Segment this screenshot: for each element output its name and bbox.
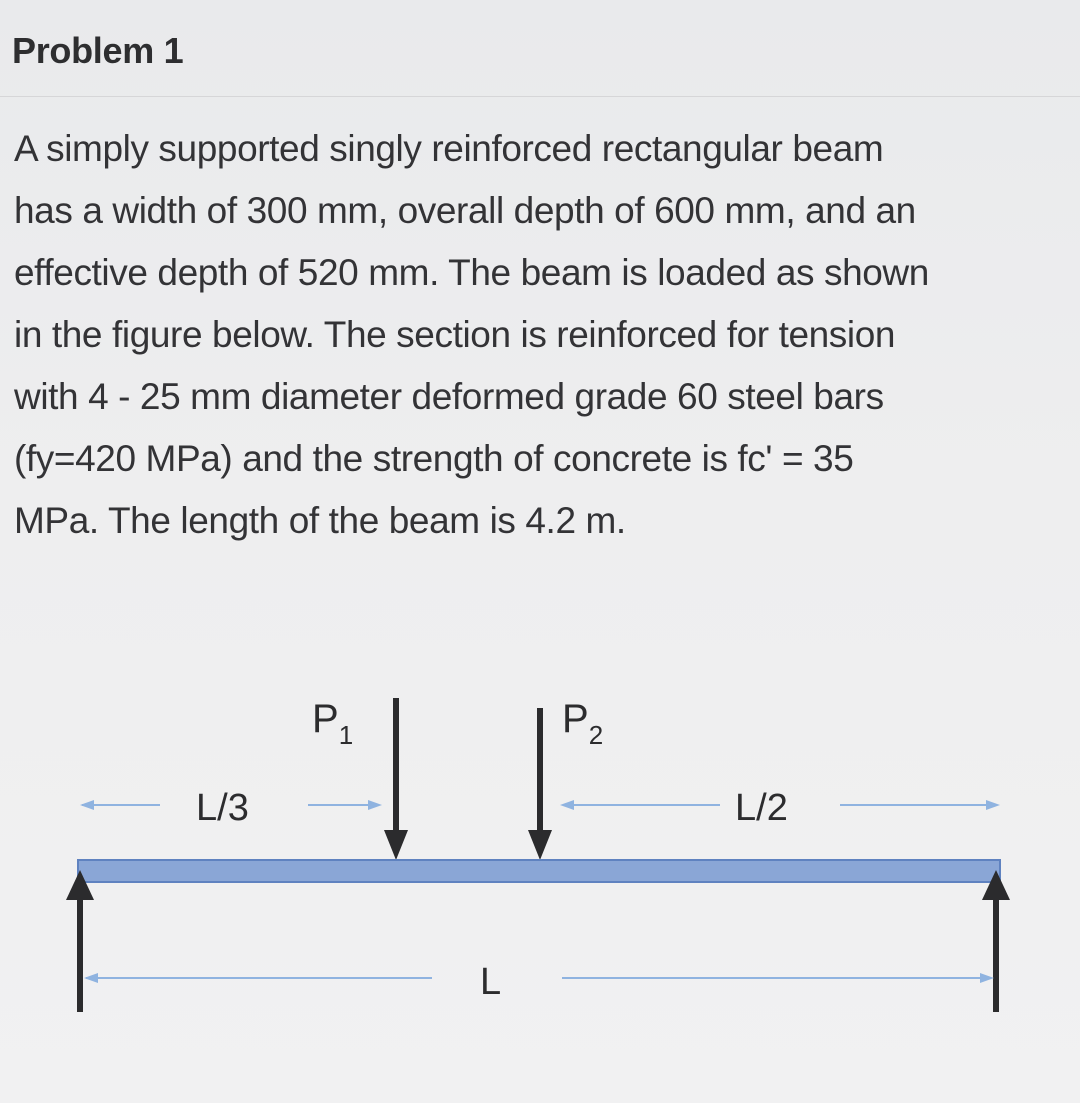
- statement-line: (fy=420 MPa) and the strength of concrete is fc' = 35: [14, 438, 854, 479]
- statement-line: with 4 - 25 mm diameter deformed grade 60 steel bars: [14, 376, 884, 417]
- dimension-line-bottom: [84, 973, 994, 983]
- statement-line: A simply supported singly reinforced rectangular beam: [14, 128, 884, 169]
- statement-line: MPa. The length of the beam is 4.2 m.: [14, 500, 626, 541]
- up-arrow-icon: [66, 870, 94, 1012]
- statement-line: has a width of 300 mm, overall depth of 600 mm, and an: [14, 190, 916, 231]
- dimension-right-label: L/2: [735, 787, 788, 829]
- up-arrow-icon: [982, 870, 1010, 1012]
- dimension-left-label: L/3: [196, 787, 249, 829]
- problem-statement: [14, 118, 1064, 552]
- statement-line: effective depth of 520 mm. The beam is loaded as shown: [14, 252, 929, 293]
- dimension-total-label: L: [480, 961, 502, 1003]
- title-divider: [0, 96, 1080, 97]
- load-2-label: $P_2$: [562, 697, 604, 750]
- problem-title: Problem 1: [12, 30, 184, 71]
- down-arrow-icon: [528, 708, 552, 860]
- beam: [78, 860, 1000, 882]
- beam-loading-diagram: [0, 660, 1080, 1060]
- statement-line: in the figure below. The section is reinforced for tension: [14, 314, 896, 355]
- load-1-label: $P_1$: [312, 697, 354, 750]
- down-arrow-icon: [384, 698, 408, 860]
